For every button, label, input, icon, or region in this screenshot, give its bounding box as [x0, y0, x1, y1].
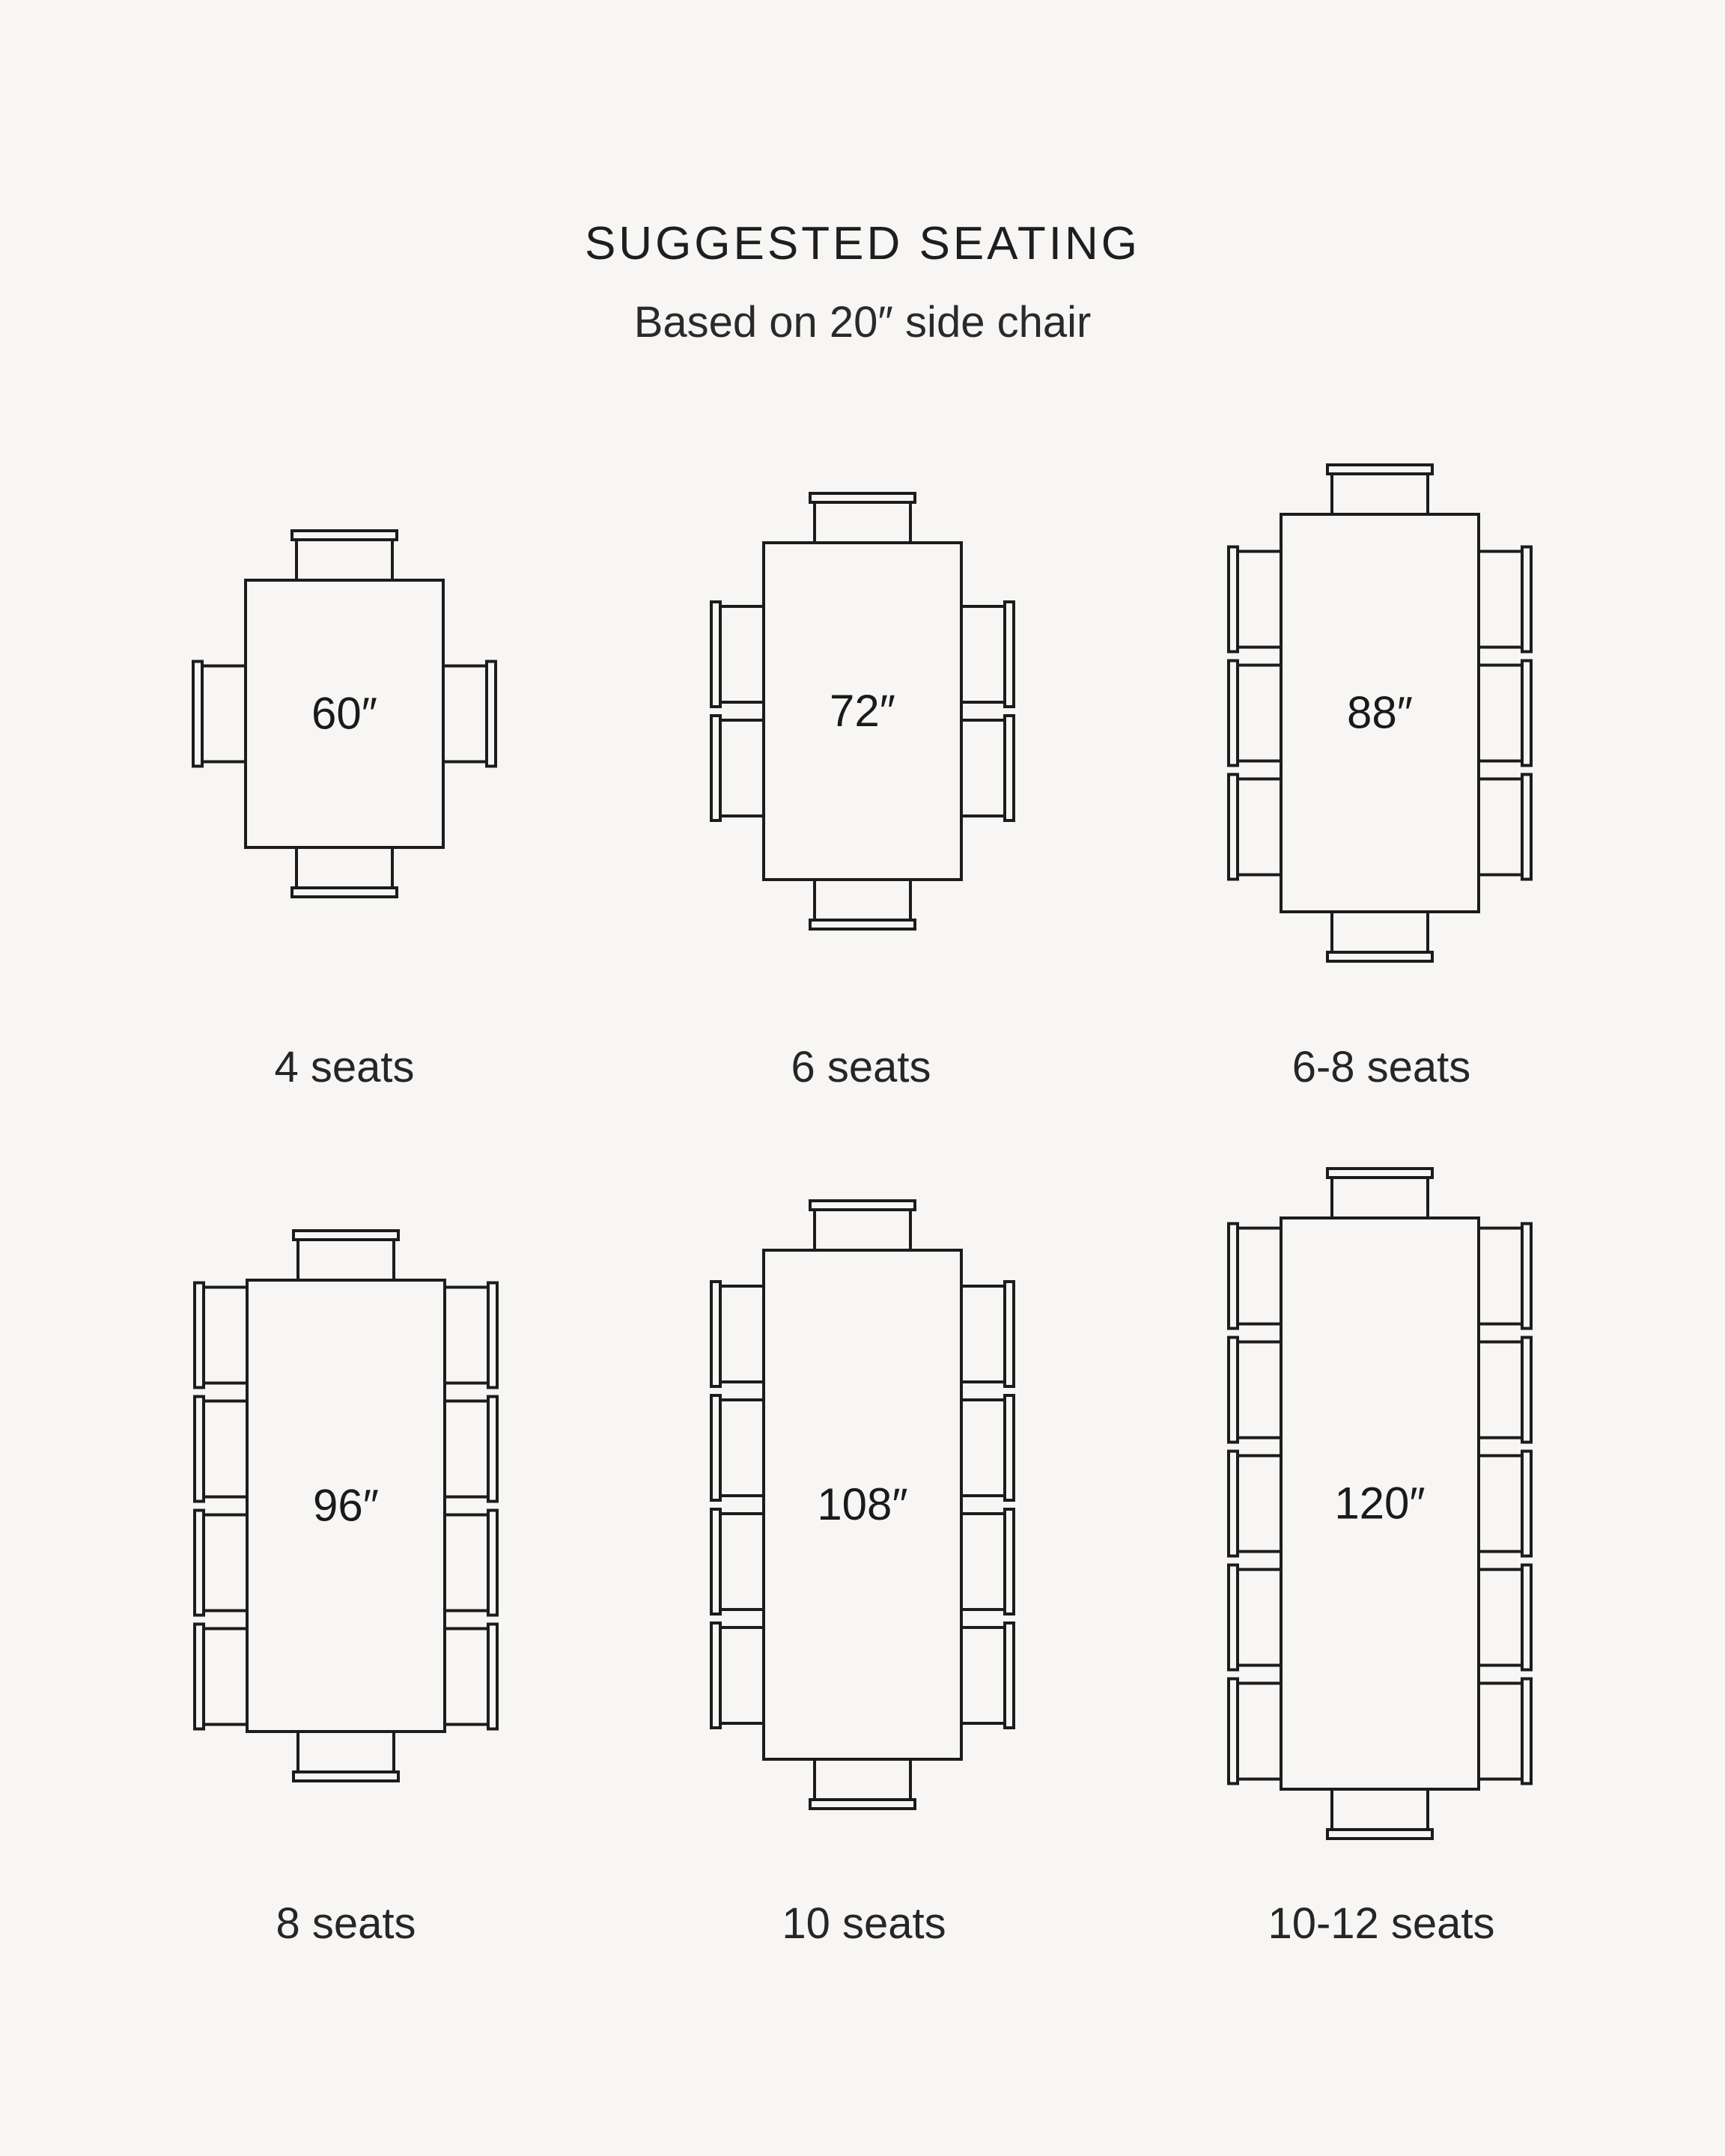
table-1-head-chair-back — [810, 493, 915, 502]
table-2-length-label: 88″ — [1347, 687, 1413, 738]
table-5-left-chair-4-back — [1229, 1679, 1238, 1784]
table-4-right-chair-0-seat — [961, 1286, 1005, 1382]
table-0-left-chair-0-back — [193, 662, 202, 767]
table-2-right-chair-2-seat — [1479, 779, 1522, 875]
table-5-right-chair-1-back — [1522, 1338, 1531, 1443]
table-5-left-chair-2-seat — [1238, 1456, 1281, 1552]
table-1-right-chair-1-back — [1005, 716, 1014, 820]
table-2-left-chair-2-seat — [1238, 779, 1281, 875]
table-5-left-chair-3-seat — [1238, 1570, 1281, 1666]
table-1-head-chair-seat — [815, 502, 910, 543]
table-1-foot-chair-back — [810, 920, 915, 929]
table-5-foot-chair-seat — [1332, 1789, 1428, 1830]
table-4-head-chair-seat — [815, 1210, 910, 1250]
table-2-foot-chair-back — [1327, 952, 1432, 961]
table-4-head-chair-back — [810, 1201, 915, 1210]
seats-label-72: 6 seats — [791, 1043, 931, 1091]
table-3-left-chair-1-seat — [204, 1401, 247, 1497]
table-2-right-chair-1-back — [1522, 661, 1531, 766]
table-2-left-chair-0-seat — [1238, 552, 1281, 648]
table-2-head-chair-back — [1327, 465, 1432, 474]
table-3-foot-chair-back — [293, 1772, 398, 1781]
table-3-left-chair-0-back — [195, 1283, 204, 1388]
table-3-right-chair-0-seat — [445, 1288, 488, 1383]
table-0-foot-chair-seat — [296, 847, 392, 888]
seats-label-108: 10 seats — [782, 1899, 946, 1948]
table-4-right-chair-3-back — [1005, 1623, 1014, 1728]
table-1-left-chair-0-back — [711, 602, 720, 707]
table-3-right-chair-0-back — [488, 1283, 497, 1388]
table-0-left-chair-0-seat — [202, 666, 246, 762]
table-2-left-chair-2-back — [1229, 775, 1238, 880]
table-5-right-chair-3-back — [1522, 1565, 1531, 1670]
table-5-right-chair-4-back — [1522, 1679, 1531, 1784]
table-4-left-chair-3-seat — [720, 1627, 764, 1723]
table-1-right-chair-0-back — [1005, 602, 1014, 707]
table-3-right-chair-1-back — [488, 1397, 497, 1502]
table-2-head-chair-seat — [1332, 474, 1428, 514]
table-5-right-chair-2-back — [1522, 1452, 1531, 1556]
table-3-head-chair-back — [293, 1231, 398, 1240]
table-5-left-chair-0-seat — [1238, 1228, 1281, 1324]
table-3-left-chair-3-back — [195, 1624, 204, 1729]
table-3-right-chair-2-back — [488, 1511, 497, 1616]
table-4-right-chair-2-seat — [961, 1514, 1005, 1610]
table-0-head-chair-seat — [296, 540, 392, 580]
table-2-left-chair-1-seat — [1238, 666, 1281, 761]
table-4-left-chair-2-seat — [720, 1514, 764, 1610]
table-2-left-chair-0-back — [1229, 547, 1238, 652]
table-4-foot-chair-seat — [815, 1759, 910, 1800]
table-2-right-chair-1-seat — [1479, 666, 1522, 761]
table-3-left-chair-1-back — [195, 1397, 204, 1502]
table-4-left-chair-3-back — [711, 1623, 720, 1728]
table-5-left-chair-1-back — [1229, 1338, 1238, 1443]
table-5-right-chair-1-seat — [1479, 1342, 1522, 1438]
table-1-left-chair-1-back — [711, 716, 720, 820]
table-5-left-chair-3-back — [1229, 1565, 1238, 1670]
table-3-right-chair-2-seat — [445, 1515, 488, 1611]
table-3-foot-chair-seat — [298, 1732, 394, 1772]
seats-label-88: 6-8 seats — [1292, 1043, 1471, 1091]
table-5-length-label: 120″ — [1334, 1478, 1426, 1529]
table-1-left-chair-1-seat — [720, 720, 764, 816]
table-5-left-chair-2-back — [1229, 1452, 1238, 1556]
table-4-left-chair-0-seat — [720, 1286, 764, 1382]
table-3-left-chair-3-seat — [204, 1629, 247, 1725]
table-3-left-chair-0-seat — [204, 1288, 247, 1383]
table-5-foot-chair-back — [1327, 1830, 1432, 1839]
table-4-right-chair-3-seat — [961, 1627, 1005, 1723]
table-5-right-chair-0-back — [1522, 1224, 1531, 1329]
table-2-foot-chair-seat — [1332, 912, 1428, 952]
table-4-right-chair-1-back — [1005, 1395, 1014, 1500]
table-0-foot-chair-back — [292, 888, 397, 897]
table-5-left-chair-1-seat — [1238, 1342, 1281, 1438]
table-2-right-chair-0-seat — [1479, 552, 1522, 648]
table-2-right-chair-0-back — [1522, 547, 1531, 652]
table-5-right-chair-0-seat — [1479, 1228, 1522, 1324]
table-1-right-chair-1-seat — [961, 720, 1005, 816]
table-1-left-chair-0-seat — [720, 606, 764, 702]
table-5-right-chair-2-seat — [1479, 1456, 1522, 1552]
table-5-head-chair-seat — [1332, 1178, 1428, 1218]
table-4-left-chair-1-back — [711, 1395, 720, 1500]
table-3-length-label: 96″ — [313, 1480, 379, 1531]
seats-label-60: 4 seats — [274, 1043, 415, 1091]
table-2-right-chair-2-back — [1522, 775, 1531, 880]
table-0-right-chair-0-back — [487, 662, 496, 767]
table-3-right-chair-3-back — [488, 1624, 497, 1729]
table-0-length-label: 60″ — [311, 688, 377, 739]
table-1-foot-chair-seat — [815, 880, 910, 920]
table-3-right-chair-1-seat — [445, 1401, 488, 1497]
table-3-right-chair-3-seat — [445, 1629, 488, 1725]
table-4-length-label: 108″ — [817, 1479, 908, 1529]
table-1-length-label: 72″ — [830, 686, 895, 736]
table-0-head-chair-back — [292, 531, 397, 540]
table-3-left-chair-2-seat — [204, 1515, 247, 1611]
diagram-title: SUGGESTED SEATING — [584, 218, 1141, 270]
table-5-right-chair-3-seat — [1479, 1570, 1522, 1666]
seats-label-96: 8 seats — [276, 1899, 416, 1948]
table-4-right-chair-2-back — [1005, 1509, 1014, 1614]
table-4-foot-chair-back — [810, 1800, 915, 1809]
table-4-left-chair-2-back — [711, 1509, 720, 1614]
table-3-left-chair-2-back — [195, 1511, 204, 1616]
table-5-left-chair-4-seat — [1238, 1684, 1281, 1779]
table-5-left-chair-0-back — [1229, 1224, 1238, 1329]
table-5-right-chair-4-seat — [1479, 1684, 1522, 1779]
table-5-head-chair-back — [1327, 1169, 1432, 1178]
table-4-right-chair-0-back — [1005, 1282, 1014, 1386]
seats-label-120: 10-12 seats — [1268, 1899, 1495, 1948]
table-4-left-chair-1-seat — [720, 1400, 764, 1496]
table-1-right-chair-0-seat — [961, 606, 1005, 702]
table-2-left-chair-1-back — [1229, 661, 1238, 766]
table-3-head-chair-seat — [298, 1240, 394, 1280]
table-4-left-chair-0-back — [711, 1282, 720, 1386]
diagram-subtitle: Based on 20″ side chair — [633, 298, 1092, 347]
table-0-right-chair-0-seat — [443, 666, 487, 762]
table-4-right-chair-1-seat — [961, 1400, 1005, 1496]
